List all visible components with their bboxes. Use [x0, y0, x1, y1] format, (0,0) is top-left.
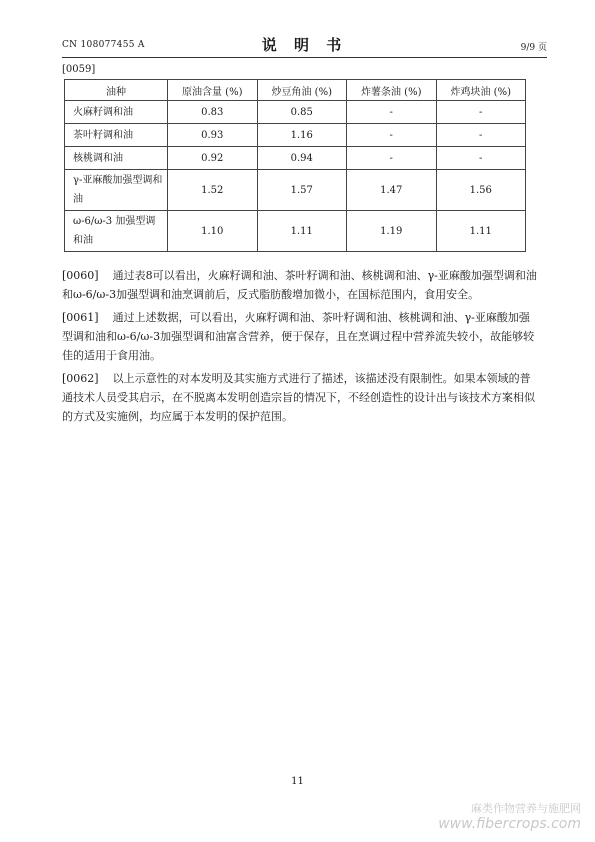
table-cell: 1.11 — [257, 211, 347, 252]
table-header-row — [65, 80, 526, 101]
column-header: 炸薯条油 (%) — [347, 80, 437, 101]
table-cell: 1.16 — [257, 124, 347, 147]
paragraph-0061 — [62, 308, 537, 365]
oil-name: 核桃调和油 — [65, 147, 168, 170]
page-number: 11 — [291, 776, 304, 787]
watermark — [438, 800, 581, 832]
column-header: 炒豆角油 (%) — [257, 80, 347, 101]
watermark-site-name: 麻类作物营养与施肥网 — [471, 802, 581, 815]
table-row — [65, 101, 526, 124]
table-cell: 0.85 — [257, 101, 347, 124]
oil-name: 火麻籽调和油 — [65, 101, 168, 124]
page-header — [62, 34, 547, 56]
table-cell: 0.93 — [168, 124, 258, 147]
table-row — [65, 211, 526, 252]
table-cell: - — [347, 124, 437, 147]
table-row — [65, 124, 526, 147]
paragraph-text: 通过上述数据，可以看出，火麻籽调和油、茶叶籽调和油、核桃调和油、γ-亚麻酸加强型调和油和ω-6/ω-3加强型调和油富含营养，便于保存，且在烹调过程中营养流失较小，故能够较佳的适用于食用油。 — [62, 311, 535, 362]
oil-data-table — [64, 79, 526, 252]
table-cell: - — [347, 147, 437, 170]
table-cell: 0.92 — [168, 147, 258, 170]
patent-number: CN 108077455 A — [62, 40, 145, 50]
header-divider — [62, 57, 547, 58]
paragraph-tag: [0061] — [62, 311, 99, 324]
table-cell: 1.47 — [347, 170, 437, 211]
table-row — [65, 170, 526, 211]
column-header: 原油含量 (%) — [168, 80, 258, 101]
paragraph-tag-0059: [0059] — [62, 64, 96, 75]
table-cell: 1.57 — [257, 170, 347, 211]
oil-name: γ-亚麻酸加强型调和油 — [65, 170, 168, 211]
table-cell: 0.94 — [257, 147, 347, 170]
table-cell: 1.52 — [168, 170, 258, 211]
column-header: 炸鸡块油 (%) — [436, 80, 526, 101]
oil-name: ω-6/ω-3 加强型调和油 — [65, 211, 168, 252]
paragraph-tag: [0062] — [62, 372, 99, 385]
paragraph-0062 — [62, 369, 537, 426]
paragraph-tag: [0060] — [62, 269, 99, 282]
table-cell: - — [436, 124, 526, 147]
table-cell: 1.56 — [436, 170, 526, 211]
body-text — [62, 266, 537, 430]
paragraph-0060 — [62, 266, 537, 304]
oil-name: 茶叶籽调和油 — [65, 124, 168, 147]
paragraph-text: 通过表8可以看出，火麻籽调和油、茶叶籽调和油、核桃调和油、γ-亚麻酸加强型调和油和ω-6/ω-3加强型调和油烹调前后，反式脂肪酸增加微小，在国标范围内，食用安全。 — [62, 269, 537, 301]
table-cell: 1.19 — [347, 211, 437, 252]
page-indicator: 9/9 页 — [520, 43, 547, 53]
document-title: 说 明 书 — [261, 36, 348, 54]
table-row — [65, 147, 526, 170]
table-cell: - — [436, 147, 526, 170]
paragraph-text: 以上示意性的对本发明及其实施方式进行了描述，该描述没有限制性。如果本领域的普通技术人员受其启示，在不脱离本发明创造宗旨的情况下，不经创造性的设计出与该技术方案相似的方式及实施例，均应属于本发明的保护范围。 — [62, 372, 535, 423]
table-cell: 1.11 — [436, 211, 526, 252]
table-cell: 1.10 — [168, 211, 258, 252]
table-cell: 0.83 — [168, 101, 258, 124]
table-cell: - — [436, 101, 526, 124]
table-cell: - — [347, 101, 437, 124]
watermark-url: www.fibercrops.com — [438, 816, 581, 832]
column-header: 油种 — [65, 80, 168, 101]
